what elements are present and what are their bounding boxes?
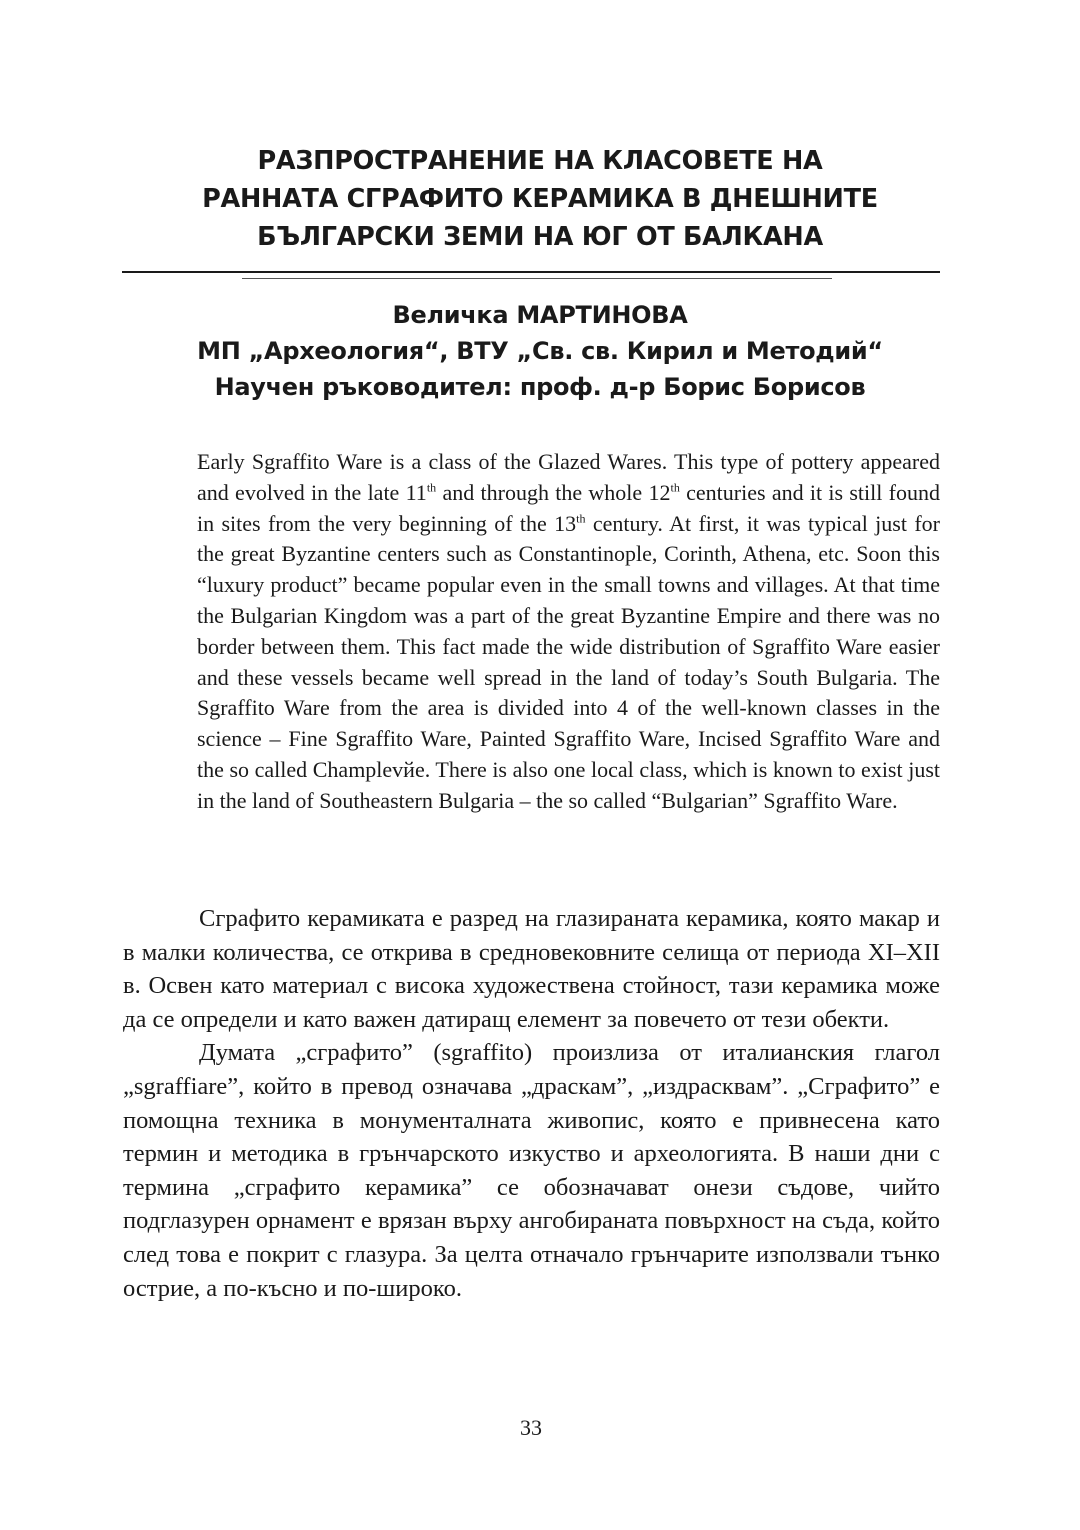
body-paragraph-2: Думата „сграфито” (sgraffito) произлиза от италианския глагол „sgraffiare”, който в превод означава „драскам”, „издрасквам”. „Сграфито” е помощна техника в монументалната живопис, която е привнесена като термин и методика в грънчарското изкуство и археологията. В наши дни с термина „сграфито керамика” се обозначават онези съдове, чийто подглазурен орнамент е врязан върху ангобираната повърхност на съда, който след това е покрит с глазура. За целта отначало грънчарите използвали тънко острие, а по-късно и по-широко. [123, 1039, 940, 1302]
title-line-2: РАННАТА СГРАФИТО КЕРАМИКА В ДНЕШНИТЕ [202, 184, 878, 214]
abstract-sup-1: th [426, 480, 437, 495]
page-number: 33 [520, 1415, 542, 1440]
title-line-1: РАЗПРОСТРАНЕНИЕ НА КЛАСОВЕТЕ НА [257, 146, 823, 176]
abstract-text-2: and through the whole 12 [436, 479, 671, 505]
body-text [123, 902, 940, 1305]
abstract-sup-3: th [576, 511, 586, 526]
abstract-text-4: century. At first, it was typical just for the great Byzantine centers such as Constantinople, Corinth, Athena, etc. Soon this “luxury product” became popular even in the small towns and villages. At that time the Bulgarian Kingdom was a part of the great Byzantine Empire and there was no border between them. This fact made the wide distribution of Sgraffito Ware easier and these vessels became well spread in the land of today’s South Bulgaria. The Sgraffito Ware from the area is divided into 4 of the well-known classes in the science – Fine Sgraffito Ware, Painted Sgraffito Ware, Incised Sgraffito Ware and the so called Champlevйe. There is also one local class, which is known to exist just in the land of Southeastern Bulgaria – the so called “Bulgarian” Sgraffito Ware. [197, 510, 940, 813]
author-name: Величка МАРТИНОВА [392, 301, 688, 329]
abstract-sup-2: th [670, 480, 680, 495]
title-rule-thin [242, 278, 832, 279]
article-title [100, 142, 980, 256]
abstract [197, 447, 940, 817]
author-block [100, 297, 980, 405]
abstract-text-3: centuries and it is still found in sites from the very beginning of the 13 [197, 479, 940, 536]
author-affiliation: МП „Археология“, ВТУ „Св. св. Кирил и Методий“ [197, 337, 883, 365]
title-rule-thick [122, 271, 940, 273]
abstract-text-1: Early Sgraffito Ware is a class of the Glazed Wares. This type of pottery appeared and evolved in the late 11 [197, 449, 940, 505]
title-line-3: БЪЛГАРСКИ ЗЕМИ НА ЮГ ОТ БАЛКАНА [257, 222, 823, 252]
author-supervisor: Научен ръководител: проф. д-р Борис Борисов [214, 373, 866, 401]
body-paragraph-1: Сграфито керамиката е разред на глазираната керамика, която макар и в малки количества, се открива в средновековните селища от периода XI–XII в. Освен като материал с висока художествена стойност, тази керамика може да се определи и като важен датиращ елемент за повечето от тези обекти. [123, 905, 940, 1033]
